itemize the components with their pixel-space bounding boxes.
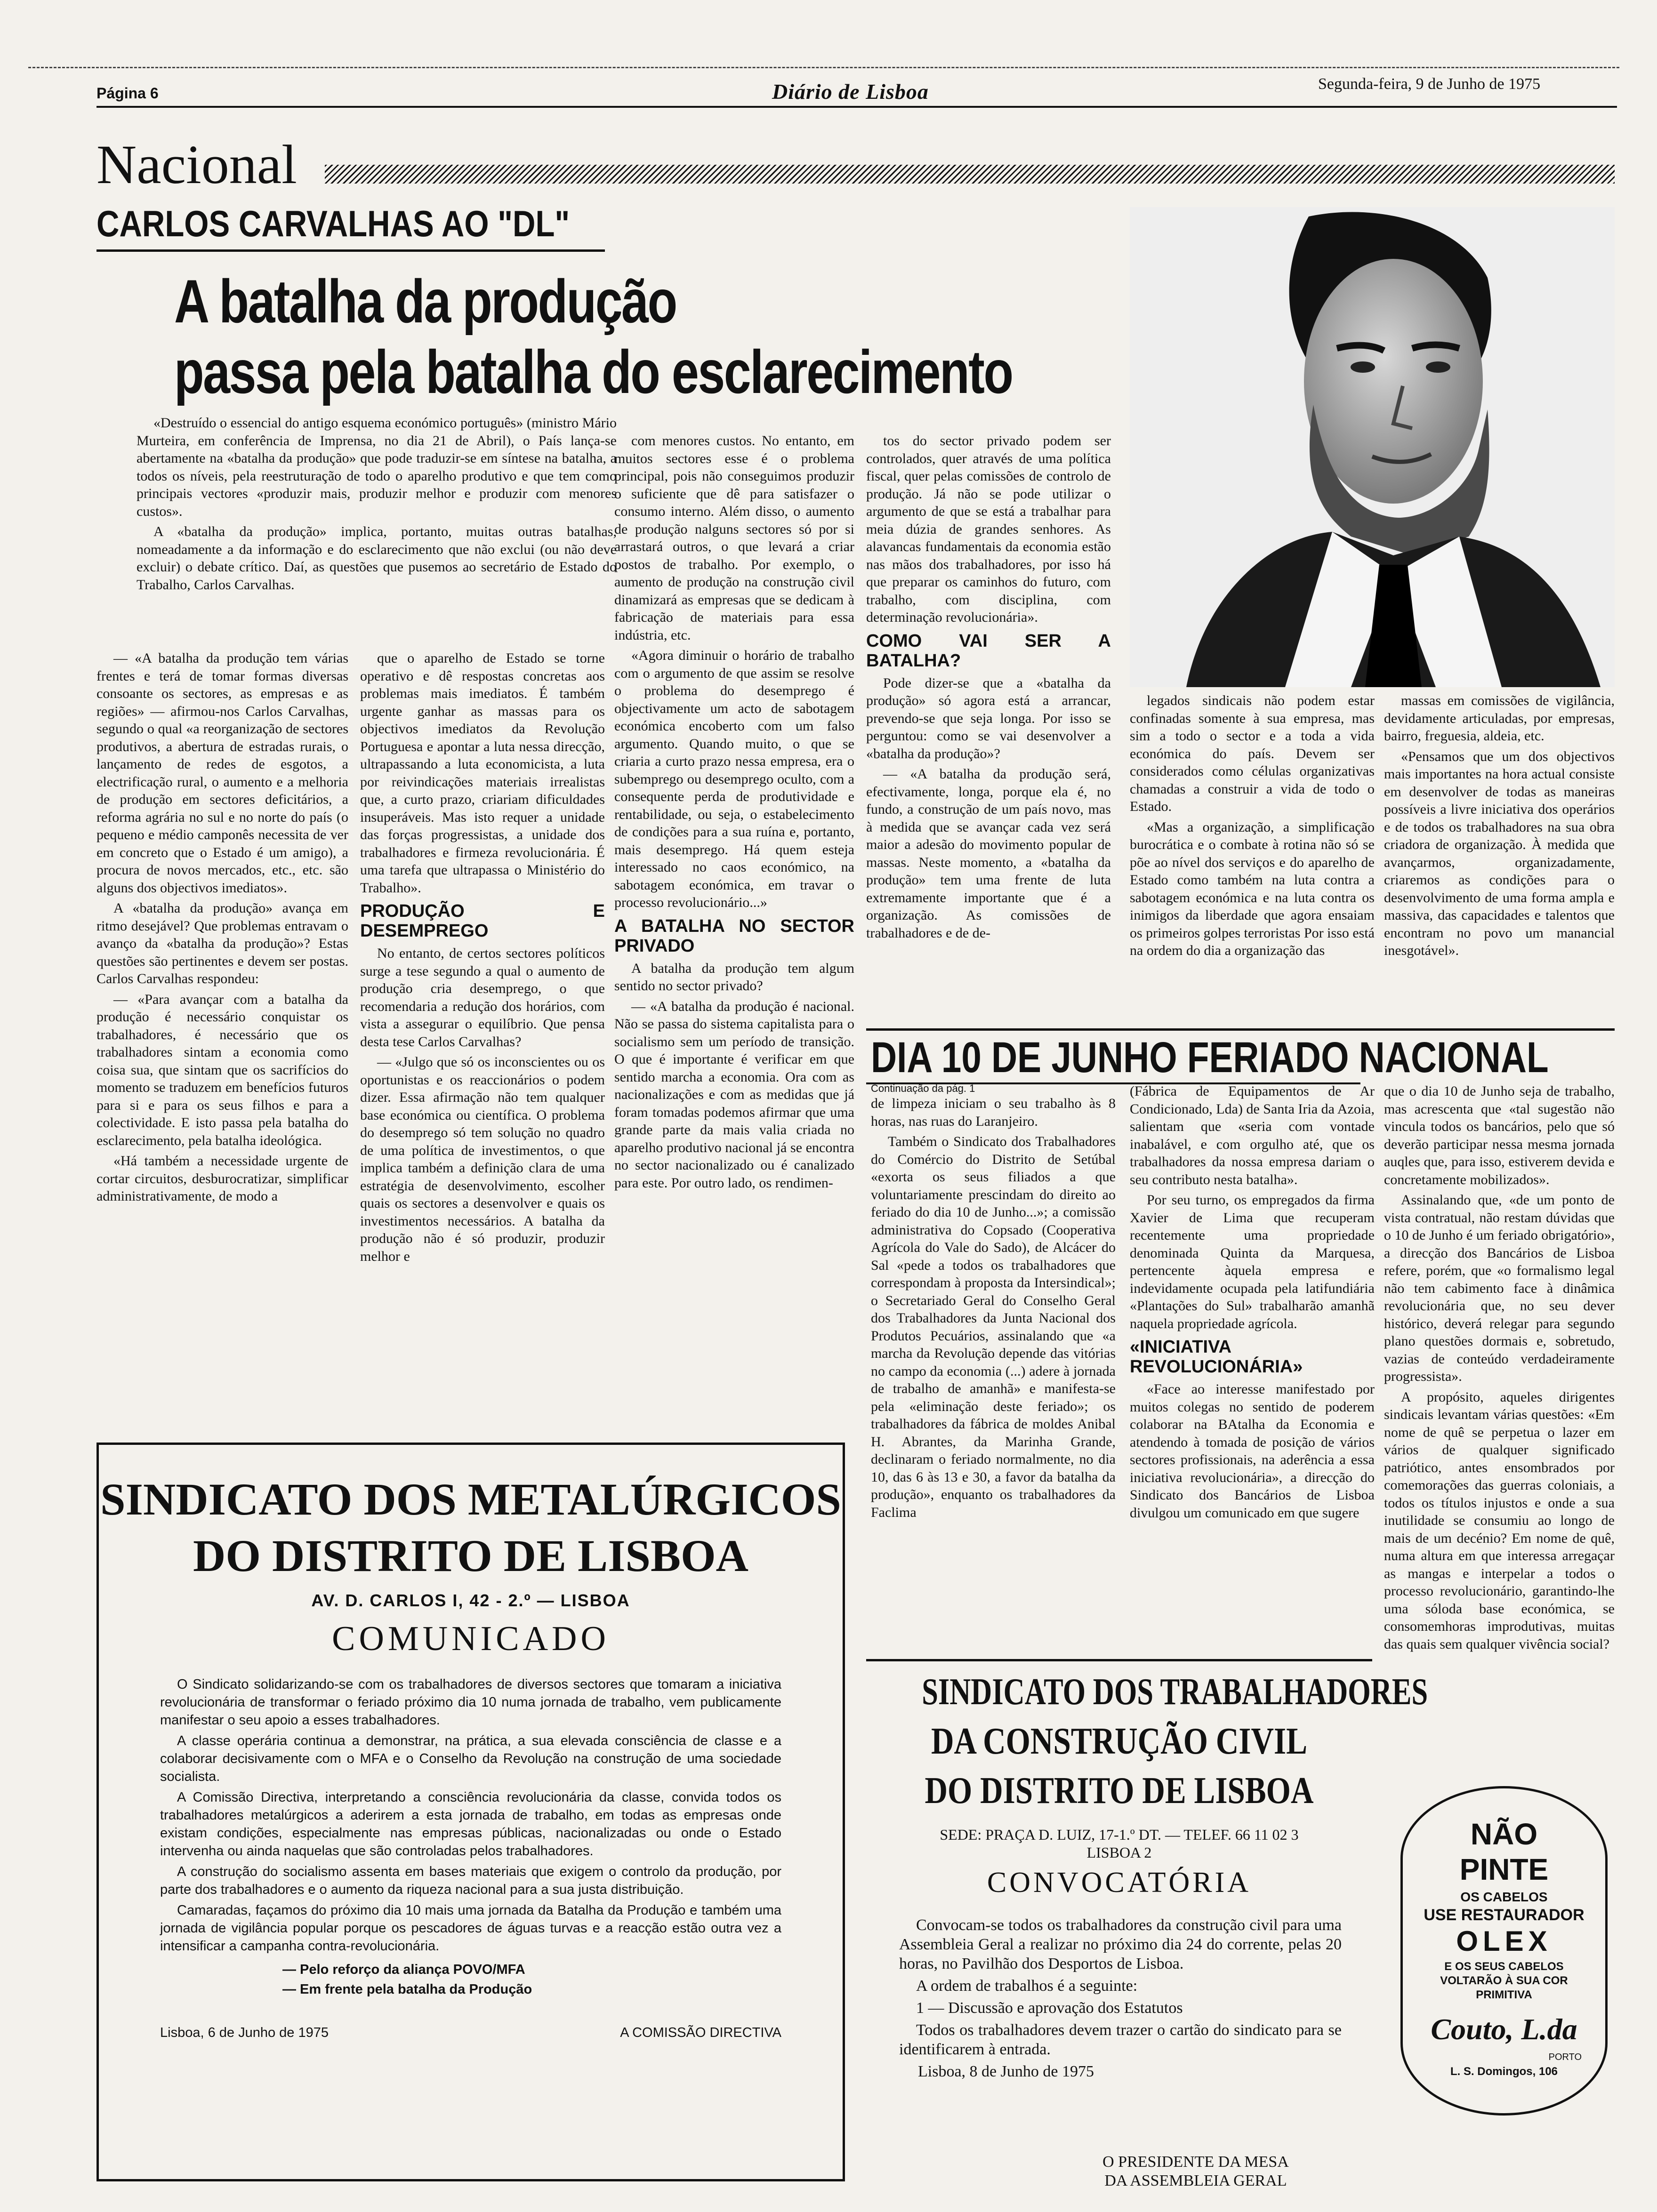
- construcao-place-date: Lisboa, 8 de Junho de 1975: [918, 2063, 1094, 2080]
- article-paragraph: — «Para avançar com a batalha da produção é necessário conquistar os trabalhadores, é necessário que os trabalhadores sintam a economia como coisa sua, que sintam que os sacrifícios do momento se traduzem em benefícios futuros para si e para os seus filhos e para a colectividade. E isto passa pela batalha do esclarecimento, pela batalha ideológica.: [97, 991, 348, 1148]
- article-column-5: [1130, 692, 1375, 1026]
- metalurgicos-heading: COMUNICADO: [332, 1619, 610, 1658]
- construcao-address-2: LISBOA 2: [1086, 1844, 1152, 1861]
- article-column-3: [614, 432, 854, 1412]
- page-number: Página 6: [97, 85, 159, 102]
- notice-paragraph: A construção do socialismo assenta em bases materiais que exigem o controlo da produção, por parte dos trabalhadores e o aumento da riqueza nacional para a sua justa distribuição.: [160, 1864, 781, 1897]
- headline-line-2: passa pela batalha do esclarecimento: [174, 337, 1013, 406]
- article-column-4: [866, 432, 1111, 1026]
- feriado-paragraph: de limpeza iniciam o seu trabalho às 8 horas, nas ruas do Laranjeiro.: [871, 1096, 1116, 1129]
- olex-line-3: OS CABELOS: [1460, 1890, 1548, 1904]
- construcao-title-3: DO DISTRITO DE LISBOA: [925, 1770, 1314, 1811]
- header-rule: [97, 106, 1617, 108]
- metalurgicos-body: [160, 1675, 781, 2042]
- construcao-address: SEDE: PRAÇA D. LUIZ, 17-1.º DT. — TELEF. 66 11 02 3: [940, 1826, 1299, 1843]
- feriado-paragraph: (Fábrica de Equipamentos de Ar Condicionado, Lda) de Santa Iria da Azoia, salientam que «seria com vontade inabalável, e com orgulho até, que os trabalhadores da nossa empresa dariam o seu contributo nesta batalha».: [1130, 1083, 1375, 1187]
- construcao-title-1: SINDICATO DOS TRABALHADORES: [922, 1671, 1428, 1713]
- article-paragraph: — «Julgo que só os inconscientes ou os oportunistas e os reaccionários o podem dizer. Essa afirmação não tem qualquer base económica ou científica. O problema do desemprego só tem solução no quadro de uma política de investimentos, o que implica também a definição clara de uma estratégia de desenvolvimento, escolher quais os sectores a desenvolver e quais os investimentos necessários. A batalha da produção não é só produzir, produzir melhor e: [360, 1054, 605, 1264]
- article-paragraph: «Há também a necessidade urgente de cortar circuitos, desburocratizar, simplificar administrativamente, de modo a: [97, 1153, 348, 1204]
- construcao-heading: CONVOCATÓRIA: [987, 1867, 1252, 1899]
- construcao-signature-1: O PRESIDENTE DA MESA: [1102, 2153, 1289, 2171]
- feriado-column-1: [871, 1082, 1116, 1654]
- article-paragraph: — «A batalha da produção é nacional. Não se passa do sistema capitalista para o socialismo sem um período de transição. O que é importante é verificar em que sentido marcha a economia. Ora com as nacionalizações e com as medidas que já foram tomadas podemos afirmar que uma grande parte da mais valia criada no aparelho produtivo nacional já se encontra no sector nacionalizado ou é canalizado para este. Por outro lado, os rendimen-: [614, 998, 854, 1191]
- notice-paragraph: O Sindicato solidarizando-se com os trabalhadores de diversos sectores que tomaram a iniciativa revolucionária de transformar o feriado próximo dia 10 numa jornada de trabalho, vem publicamente manifestar o seu apoio a esses trabalhadores.: [160, 1677, 781, 1728]
- subheading-sector-privado: A BATALHA NO SECTOR PRIVADO: [614, 916, 854, 956]
- headline-line-1: A batalha da produção: [174, 267, 676, 336]
- feriado-headline: DIA 10 DE JUNHO FERIADO NACIONAL: [871, 1034, 1549, 1082]
- article-paragraph: «Mas a organização, a simplificação burocrática e o combate à rotina não só se põe ao nível dos serviços e do aparelho de Estado como também na luta contra a sabotagem económica e na luta contra os inimigos da liberdade que agora ensaiam os primeiros golpes terroristas Por isso está na ordem do dia a organização das: [1130, 819, 1375, 958]
- article-paragraph: «Agora diminuir o horário de trabalho com o argumento de que assim se resolve o problema do desemprego é objectivamente um acto de sabotagem económica encoberto com um falso argumento. Quando muito, o que se criaria a curto prazo nessa empresa, era o subemprego ou desemprego oculto, com a consequente perda de produtividade e rentabilidade, ou seja, o estabelecimento de condições para a sua ruína e, portanto, mais desemprego. Há quem esteja interessado no caos económico, na sabotagem económica, em travar o processo revolucionário...»: [614, 648, 854, 910]
- metalurgicos-signature: A COMISSÃO DIRECTIVA: [620, 2025, 781, 2040]
- article-paragraph: A «batalha da produção» avança em ritmo desejável? Que problemas entravam o avanço da «batalha da produção»? Estas questões são pertinentes e devem ser postas. Carlos Carvalhas respondeu:: [97, 900, 348, 986]
- olex-line-1: NÃO: [1470, 1817, 1538, 1851]
- continuation-note: Continuação da pág. 1: [871, 1082, 975, 1094]
- feriado-paragraph: Por seu turno, os empregados da firma Xavier de Lima que recuperam recentemente uma propriedade denominada Quinta da Marquesa, pertencente àquela empresa e indevidamente ocupada pela latifundiária «Plantações do Sul» trabalharão amanhã naquela propriedade agrícola.: [1130, 1192, 1375, 1331]
- olex-brand: Couto, L.da: [1431, 2012, 1577, 2046]
- notice-paragraph: A ordem de trabalhos é a seguinte:: [916, 1977, 1138, 1995]
- portrait-photo: [1130, 207, 1615, 687]
- kicker-underline: [97, 249, 605, 252]
- article-paragraph: que o aparelho de Estado se torne operativo e dê respostas concretas aos problemas mais imediatos. É também urgente ganhar as massas para os objectivos imediatos da Revolução Portuguesa e apontar a luta nessa direcção, ultrapassando a luta economicista, a luta por reivindicações materiais irrealistas que, a curto prazo, criariam dificuldades insuperáveis. Mas isto requer a unidade das forças progressistas, a unidade dos trabalhadores e firmeza revolucionária. É uma tarefa que ultrapassa o Ministério do Trabalho».: [360, 650, 605, 896]
- metalurgicos-place-date: Lisboa, 6 de Junho de 1975: [160, 2025, 329, 2040]
- article-column-1: [97, 649, 348, 1412]
- olex-brand-address: L. S. Domingos, 106: [1450, 2065, 1558, 2078]
- notice-paragraph: 1 — Discussão e aprovação dos Estatutos: [916, 1999, 1183, 2017]
- notice-paragraph: A Comissão Directiva, interpretando a consciência revolucionária da classe, convida todos os trabalhadores metalúrgicos a aderirem a esta jornada de trabalho, em todas as empresas onde existam condições, especialmente nas empresas públicas, nacionalizadas ou onde o Estado intervenha ou ainda naquelas que são controladas pelos trabalhadores.: [160, 1790, 781, 1859]
- metalurgicos-title-2: DO DISTRITO DE LISBOA: [193, 1531, 748, 1581]
- olex-line-5: OLEX: [1456, 1925, 1552, 1957]
- feriado-column-2: [1130, 1082, 1375, 1654]
- feriado-paragraph: que o dia 10 de Junho seja de trabalho, mas acrescenta que «tal sugestão não vincula todos os bancários, pelo que só deverão participar nessa mesma jornada auqles que, para isso, estiverem devida e concretamente mobilizados».: [1384, 1083, 1615, 1187]
- article-paragraph: legados sindicais não podem estar confinadas somente à sua empresa, mas sim a todo o sector e a toda a vida económica do país. Devem ser considerados como células organizativas chamadas a construir a vida de todo o Estado.: [1130, 693, 1375, 814]
- metalurgicos-title-1: SINDICATO DOS METALÚRGICOS: [100, 1474, 841, 1524]
- masthead: Diário de Lisboa: [772, 80, 929, 104]
- subheading-producao: PRODUÇÃO E DESEMPREGO: [360, 901, 605, 941]
- article-paragraph: tos do sector privado podem ser controlados, quer através de uma política fiscal, quer pelas comissões de controlo de produção. Já não se pode utilizar o argumento de que se está a trabalhar para meia dúzia de grandes senhores. As alavancas fundamentais da economia estão nas mãos dos trabalhadores, por isso há que preparar os caminhos do futuro, com trabalho, com disciplina, com determinação revolucionária».: [866, 433, 1111, 625]
- article-paragraph: com menores custos. No entanto, em muitos sectores esse é o problema principal, pois não conseguimos produzir o suficiente que dê para satisfazer o consumo interno. Além disso, o aumento de produção nalguns sectores só por si arrastará outros, o que levará a criar postos de trabalho. Por exemplo, o aumento de produção na construção civil dinamizará as empresas que se dedicam à fabricação de materiais para essa indústria, etc.: [614, 433, 854, 643]
- construcao-title-2: DA CONSTRUÇÃO CIVIL: [931, 1721, 1308, 1762]
- notice-paragraph: Convocam-se todos os trabalhadores da construção civil para uma Assembleia Geral a realizar no próximo dia 24 do corrente, pelas 20 horas, no Pavilhão dos Desportos de Lisboa.: [899, 1916, 1342, 1972]
- construcao-body: [899, 1915, 1342, 2081]
- construcao-signature-2: DA ASSEMBLEIA GERAL: [1104, 2172, 1287, 2189]
- feriado-paragraph: «Face ao interesse manifestado por muitos colegas no sentido de poderem colaborar na BAtalha da Economia e atendendo à tomada de posição de vários sectores profissionais, na aderência a essa iniciativa revolucionária», a direcção do Sindicato dos Bancários de Lisboa divulgou um comunicado em que sugere: [1130, 1381, 1375, 1521]
- section-title: Nacional: [97, 134, 297, 195]
- slogan-2: — Em frente pela batalha da Produção: [282, 1982, 532, 1997]
- olex-line-2: PINTE: [1459, 1852, 1549, 1886]
- olex-brand-city: PORTO: [1548, 2052, 1582, 2062]
- subheading-como-vai-ser: COMO VAI SER A BATALHA?: [866, 631, 1111, 671]
- olex-advertisement: [1400, 1786, 1608, 2116]
- metalurgicos-notice: [97, 1443, 845, 2181]
- feriado-paragraph: A propósito, aqueles dirigentes sindicais levantam várias questões: «Em nome de quê se perpetua o lazer em vários de qualquer significado patriótico, antes ensombrados por comemorações das guerras coloniais, a todos os títulos injustos e onde a sua inutilidade se consumiu ao longo de mais de um decénio? Em nome de quê, numa altura em que interessa arregaçar as mangas e interpelar a todos o processo revolucionário, garantindo-lhe uma sóloda base económica, se consomemhoras improdutivas, muitas das quais sem qualquer vivência social?: [1384, 1389, 1615, 1652]
- slogan-1: — Pelo reforço da aliança POVO/MFA: [282, 1962, 525, 1977]
- article-paragraph: — «A batalha da produção será, efectivamente, longa, porque ela é, no fundo, a construção de um país novo, mas à medida que se avançar cada vez será maior a adesão do movimento popular de massas. Neste momento, a «batalha da produção» tem uma frente de luta extremamente importante que é a organização. As comissões de trabalhadores e de de-: [866, 766, 1111, 941]
- article-end-rule: [866, 1028, 1615, 1031]
- article-column-2: [360, 649, 605, 1412]
- section-hatch: [325, 165, 1615, 184]
- olex-line-7: VOLTARÃO À SUA COR: [1440, 1974, 1568, 1987]
- feriado-paragraph: Também o Sindicato dos Trabalhadores do Comércio do Distrito de Setúbal «exorta os seus filiados a que voluntariamente prescindam do direito ao feriado do dia 10 de Junho...»; a comissão administrativa do Copsado (Cooperativa Agrícola do Vale do Sado), de Alcácer do Sal «pede a todos os trabalhadores que correspondam à proposta da Intersindical»; o Secretariado Geral do Conselho Geral dos Trabalhadores da Junta Nacional dos Produtos Pecuários, assinalando que «a marcha da Revolução depende das vitórias no campo da economia (...) adere à jornada de trabalho de amanhã» e manifesta-se pela «eliminação deste feriado»; os trabalhadores da fábrica de moldes Anibal H. Abrantes, da Marinha Grande, declinaram o feriado normalmente, no dia 10, das 6 às 13 e 30, a favor da batalha da produção», enquanto os trabalhadores da Faclima: [871, 1134, 1116, 1520]
- article-paragraph: A batalha da produção tem algum sentido no sector privado?: [614, 960, 854, 994]
- construcao-notice: [866, 1659, 1428, 2198]
- article-kicker: CARLOS CARVALHAS AO "DL": [97, 203, 570, 244]
- notice-paragraph: Camaradas, façamos do próximo dia 10 mais uma jornada da Batalha da Produção e também uma jornada de vigilância popular porque os pescadores de águas turvas e a reacção estão outra vez a intensificar a campanha contra-revolucionária.: [160, 1903, 781, 1954]
- article-paragraph: massas em comissões de vigilância, devidamente articuladas, por empresas, bairro, freguesia, aldeia, etc.: [1384, 693, 1615, 744]
- olex-line-4: USE RESTAURADOR: [1424, 1906, 1585, 1924]
- article-paragraph: Pode dizer-se que a «batalha da produção» só agora está a arrancar, prevendo-se que seja longa. Por isso se perguntou: como se vai desenvolver a «batalha da produção»?: [866, 675, 1111, 761]
- olex-line-8: PRIMITIVA: [1476, 1988, 1532, 2001]
- article-column-6: [1384, 692, 1615, 1026]
- intro-paragraph: «Destruído o essencial do antigo esquema económico português» (ministro Mário Murteira, em conferência de Imprensa, no dia 21 de Abril), o País lança-se abertamente na «batalha da produção» que pode traduzir-se em síntese na batalha, a todos os níveis, pela reestruturação de todo o aparelho produtivo e que tem como principais vectores «produzir mais, produzir melhor e produzir com menores custos».: [137, 415, 617, 519]
- feriado-paragraph: Assinalando que, «de um ponto de vista contratual, não restam dúvidas que o 10 de Junho é um feriado obrigatório», a direcção dos Bancários de Lisboa refere, porém, que «o formalismo legal não tem cabimento face à dinâmica revolucionária que, no seu dever histórico, deverá relegar para segundo plano questões dormais e, sobretudo, vazias de conteúdo verdadeiramente progressista».: [1384, 1192, 1615, 1384]
- article-paragraph: «Pensamos que um dos objectivos mais importantes na hora actual consiste em desenvolver de todas as maneiras possíveis a livre iniciativa dos operários e de todos os trabalhadores na sua obra criadora de organização. À medida que avançarmos, organizadamente, criaremos as condições para o desenvolvimento de uma forma ampla e massiva, das capacidades e talentos que encontram no povo um manancial inesgotável».: [1384, 748, 1615, 958]
- subheading-iniciativa: «INICIATIVA REVOLUCIONÁRIA»: [1130, 1337, 1303, 1377]
- top-dotted-rule: [28, 67, 1619, 68]
- intro-paragraph: A «batalha da produção» implica, portanto, muitas outras batalhas, nomeadamente a da informação e do esclarecimento que não exclui (ou não deve excluir) o debate crítico. Daí, as questões que pusemos ao secretário de Estado do Trabalho, Carlos Carvalhas.: [137, 524, 617, 593]
- article-paragraph: — «A batalha da produção tem várias frentes e terá de tomar formas diversas consoante os sectores, as empresas e as regiões» — afirmou-nos Carlos Carvalhas, segundo o qual «a reorganização de sectores produtivos, a abertura de estradas rurais, o lançamento de redes de esgotos, a electrificação rural, o aumento e a melhoria de produção em sectores deficitários, a reforma agrária no sul e no norte do país (o pequeno e médio camponês necessita de ver em concreto que o Estado é um amigo), a procura de novos mercados, etc., etc. são alguns dos objectivos imediatos».: [97, 650, 348, 896]
- article-paragraph: No entanto, de certos sectores políticos surge a tese segundo a qual o aumento de produção cria desemprego, o que recomendaria a redução dos horários, com vista a assegurar o equilíbrio. Que pensa desta tese Carlos Carvalhas?: [360, 946, 605, 1050]
- metalurgicos-address: AV. D. CARLOS I, 42 - 2.º — LISBOA: [311, 1591, 630, 1610]
- notice-paragraph: A classe operária continua a demonstrar, na prática, a sua elevada consciência de classe e a colaborar decisivamente com o MFA e o Conselho da Revolução na construção de uma sociedade socialista.: [160, 1733, 781, 1784]
- olex-line-6: E OS SEUS CABELOS: [1444, 1960, 1564, 1973]
- notice-paragraph: Todos os trabalhadores devem trazer o cartão do sindicato para se identificarem à entrada.: [899, 2021, 1342, 2058]
- article-intro: [137, 414, 617, 661]
- header-date: Segunda-feira, 9 de Junho de 1975: [1318, 75, 1541, 93]
